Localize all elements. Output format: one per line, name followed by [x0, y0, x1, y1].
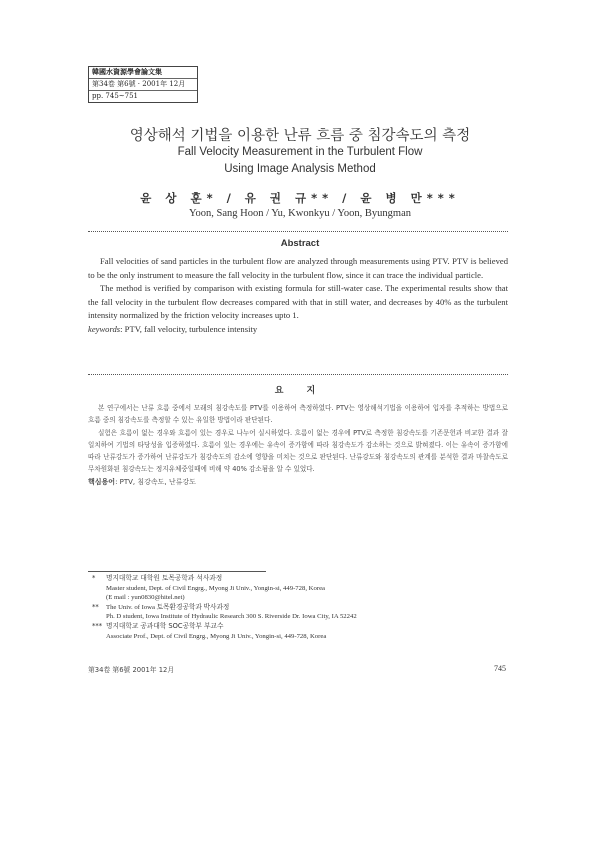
footnote-item — [92, 603, 512, 622]
footnote-mark: *** — [92, 621, 103, 630]
footnote-mark: * — [92, 574, 96, 582]
footnotes — [92, 574, 512, 641]
title-english-line2: Using Image Analysis Method — [224, 163, 376, 175]
korean-keywords-text: : PTV, 침강속도, 난류강도 — [115, 477, 196, 486]
footnote-korean: The Univ. of Iowa 토목환경공학과 박사과정 — [106, 603, 230, 611]
footer-issue: 第34卷 第6號 2001年 12月 — [88, 666, 175, 674]
korean-abstract-heading: 요 지 — [274, 386, 326, 396]
abstract-paragraph: Fall velocities of sand particles in the turbulent flow are analyzed through measurements using PTV. PTV is believed to be the only instrument to measure the fall velocity in the turbulent flow, since it can trace the individual particle. — [88, 256, 508, 280]
page-number: 745 — [494, 664, 506, 673]
abstract-heading: Abstract — [280, 238, 320, 249]
journal-pages: pp. 745~751 — [92, 92, 138, 100]
footnote-mark: ** — [92, 602, 99, 611]
footnote-english: Ph. D student, Iowa Institute of Hydraulic Research 300 S. Riverside Dr. Iowa City, IA 52242 — [106, 613, 357, 621]
footnote-korean: 명지대학교 대학원 토목공학과 석사과정 — [106, 574, 223, 582]
keywords-text: : PTV, fall velocity, turbulence intensity — [120, 323, 258, 334]
korean-abstract-paragraph: 본 연구에서는 난류 흐름 중에서 모래의 침강속도를 PTV를 이용하여 측정하였다. PTV는 영상해석기법을 이용하여 입자를 추적하는 방법으로 흐름 중의 침강속도를 측정할 수 있는 유일한 방법이라 판단된다. — [88, 404, 508, 425]
footnote-english: Associate Prof., Dept. of Civil Engrg., Myong Ji Univ., Yongin-si, 449-728, Korea — [106, 632, 327, 640]
abstract-keywords — [88, 323, 508, 337]
footnote-email: (E mail : yun0830@hitel.net) — [106, 594, 185, 602]
abstract-body — [88, 255, 508, 337]
journal-volume: 第34卷 第6號 · 2001年 12月 — [89, 79, 197, 91]
abstract-paragraph: The method is verified by comparison with existing formula for still-water case. The experimental results show that the fall velocity in the turbulent flow decreases compared with that in still water, and decreases by 40% as the turbulent intensity normalized by the friction velocity increases upto 1. — [88, 283, 508, 321]
korean-abstract-paragraph: 실험은 흐름이 없는 경우와 흐름이 있는 경우로 나누어 실시하였다. 흐름이 없는 경우에 PTV로 측정한 침강속도를 기존문헌과 비교한 결과 잘 일치하여 기법의 타당성을 입증하였다. 흐름이 있는 경우에는 유속이 증가함에 따라 침강속도가 감소하는 것으로 밝혀졌다. 이는 유속이 증가함에 따라 난류강도가 증가하여 난류강도가 침강속도의 감소에 영향을 미치는 것으로 판단된다. 난류강도와 침강속도의 관계를 분석한 결과 마찰속도로 무차원화된 침강속도는 정지유체중일때에 비해 약 40% 감소됨을 알 수 있었다. — [88, 428, 508, 474]
title-korean: 영상해석 기법을 이용한 난류 흐름 중 침강속도의 측정 — [129, 128, 471, 144]
title-english-line1: Fall Velocity Measurement in the Turbulent Flow — [177, 146, 423, 158]
korean-keywords — [88, 476, 508, 488]
footnote-korean: 명지대학교 공과대학 SOC공학부 부교수 — [106, 621, 224, 630]
journal-info-box — [88, 66, 198, 103]
footnote-item — [92, 622, 512, 641]
footnote-item — [92, 574, 512, 603]
keywords-label: keywords — [88, 323, 121, 334]
divider-middle — [88, 374, 508, 375]
divider-top — [88, 231, 508, 232]
korean-keywords-label: 핵심용어 — [88, 477, 116, 486]
footnote-divider — [88, 571, 266, 572]
korean-abstract-body — [88, 402, 508, 488]
authors-english: Yoon, Sang Hoon / Yu, Kwonkyu / Yoon, Byungman — [189, 208, 411, 219]
authors-korean: 윤 상 훈* / 유 권 규** / 윤 병 만*** — [140, 191, 460, 205]
journal-name: 韓國水資源學會論文集 — [89, 67, 197, 79]
footnote-english: Master student, Dept. of Civil Engrg., Myong Ji Univ., Yongin-si, 449-728, Korea — [106, 584, 326, 592]
